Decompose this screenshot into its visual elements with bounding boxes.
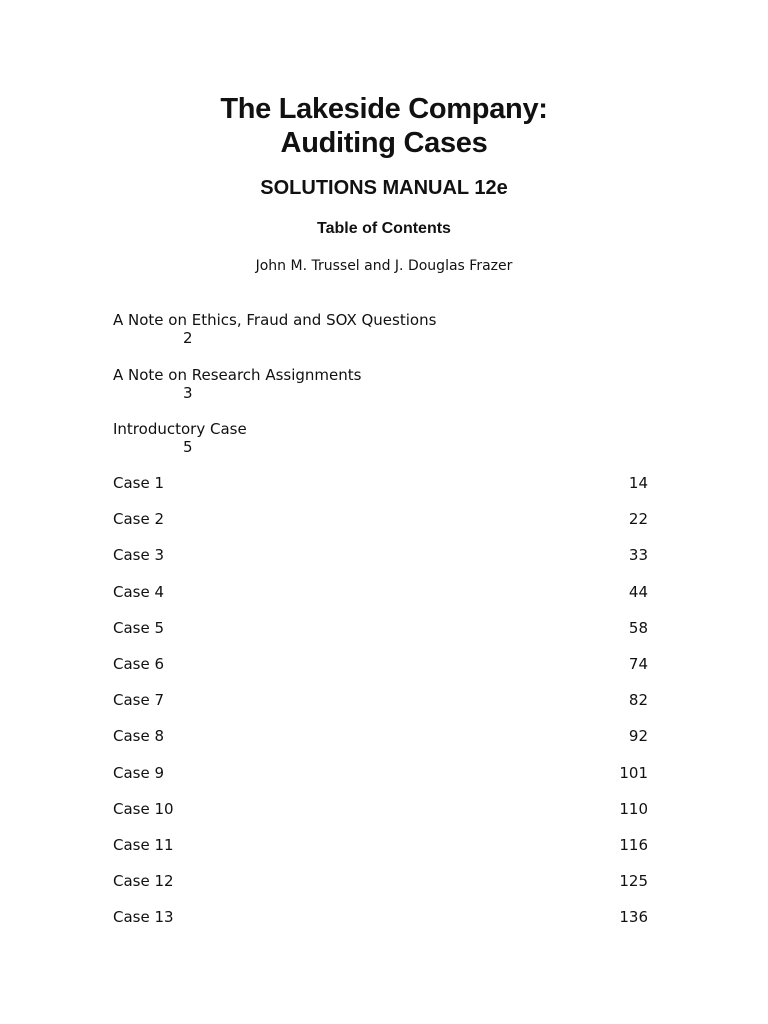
toc-case-page: 33 <box>628 546 648 565</box>
toc-case-label: Case 6 <box>113 654 165 673</box>
toc-case-label: Case 11 <box>113 835 174 854</box>
toc-case-row <box>113 691 648 727</box>
toc-note-introductory <box>113 420 247 456</box>
toc-case-page: 22 <box>628 510 648 529</box>
toc-case-page: 14 <box>628 474 648 492</box>
toc-note-page: 2 <box>183 329 193 347</box>
toc-case-label: Case 7 <box>113 691 165 710</box>
toc-case-row <box>113 764 648 800</box>
toc-case-label: Case 2 <box>113 510 165 529</box>
toc-note-label: A Note on Ethics, Fraud and SOX Questions <box>113 311 437 329</box>
toc-case-row <box>113 800 648 836</box>
document-subtitle: SOLUTIONS MANUAL 12e <box>260 177 508 199</box>
authors: John M. Trussel and J. Douglas Frazer <box>255 258 513 274</box>
toc-note-label: Introductory Case <box>113 420 247 438</box>
toc-case-label: Case 4 <box>113 582 165 601</box>
toc-case-row <box>113 583 648 619</box>
toc-case-row <box>113 510 648 546</box>
toc-case-page: 110 <box>619 799 648 818</box>
toc-case-row <box>113 655 648 691</box>
toc-note-page: 5 <box>183 438 193 456</box>
toc-note-ethics <box>113 311 436 347</box>
toc-note-page: 3 <box>183 384 193 402</box>
toc-case-page: 82 <box>628 691 648 710</box>
toc-case-label: Case 8 <box>113 727 165 746</box>
toc-case-label: Case 9 <box>113 763 165 782</box>
toc-case-page: 74 <box>628 654 648 673</box>
toc-note-research <box>113 366 361 402</box>
toc-case-row <box>113 727 648 763</box>
toc-heading: Table of Contents <box>317 220 451 237</box>
toc-case-page: 44 <box>628 582 648 601</box>
toc-case-label: Case 12 <box>113 872 174 891</box>
toc-case-label: Case 10 <box>113 799 174 818</box>
document-title-line-2: Auditing Cases <box>280 127 488 159</box>
toc-case-label: Case 13 <box>113 908 174 927</box>
document-title-line-1: The Lakeside Company: <box>220 93 548 125</box>
toc-case-row <box>113 619 648 655</box>
toc-case-page: 136 <box>619 908 648 927</box>
toc-case-page: 58 <box>628 618 648 637</box>
toc-case-label: Case 1 <box>113 474 165 492</box>
toc-case-list <box>113 474 648 944</box>
toc-case-page: 92 <box>628 727 648 746</box>
toc-case-page: 116 <box>619 835 648 854</box>
toc-case-label: Case 3 <box>113 546 165 565</box>
toc-case-row <box>113 546 648 582</box>
toc-case-row <box>113 872 648 908</box>
toc-case-row <box>113 836 648 872</box>
toc-case-page: 125 <box>619 872 648 891</box>
toc-note-label: A Note on Research Assignments <box>113 366 362 384</box>
toc-case-row <box>113 474 648 510</box>
toc-case-page: 101 <box>619 763 648 782</box>
toc-case-label: Case 5 <box>113 618 165 637</box>
toc-case-row <box>113 908 648 944</box>
